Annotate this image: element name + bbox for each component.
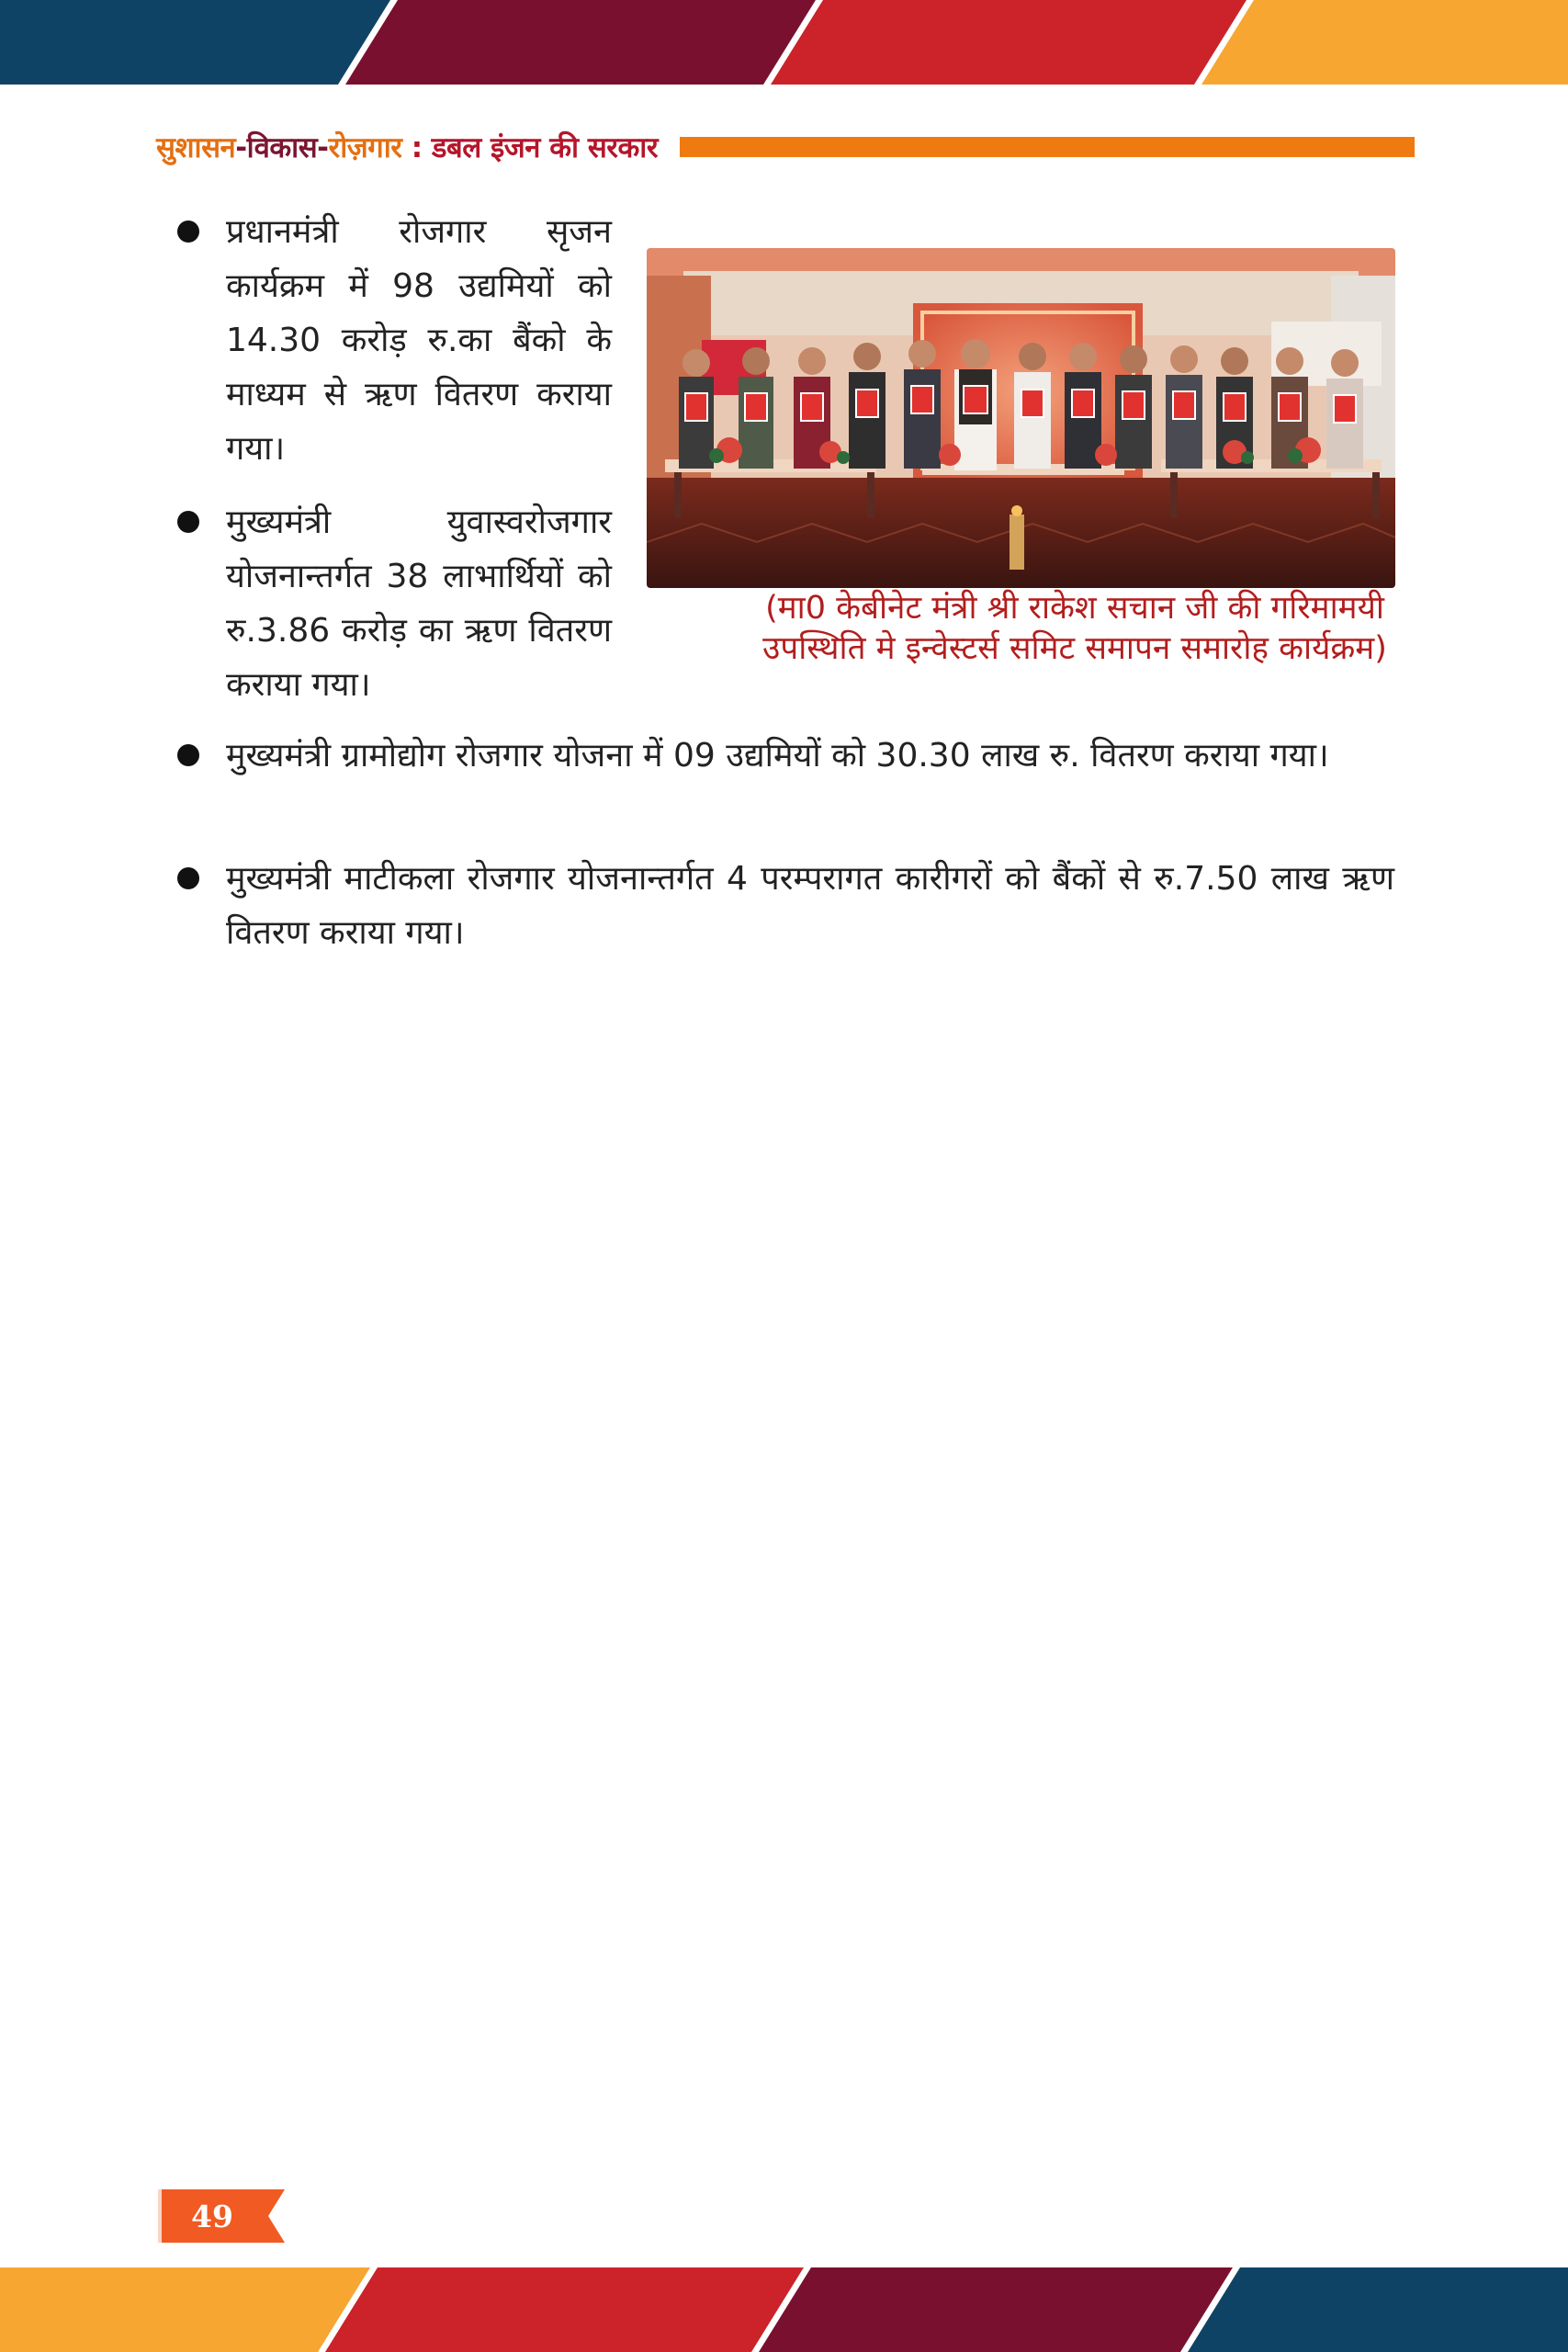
event-photo: [647, 248, 1395, 588]
header-title-part: :: [401, 131, 432, 164]
header-title-part: डबल इंजन की सरकार: [431, 131, 659, 164]
top-color-band: [0, 0, 1568, 85]
header-rule: [680, 137, 1415, 157]
header-title-part: -: [235, 131, 247, 164]
bullet-text-1: प्रधानमंत्री रोजगार सृजन कार्यक्रम में 98 उद्यमियों को 14.30 करोड़ रु.का बैंको के माध्यम से ऋण वितरण कराया गया।: [226, 213, 612, 468]
page-number-tab: [158, 2189, 287, 2243]
bullet-text-2: मुख्यमंत्री युवास्वरोजगार योजनान्तर्गत 38 लाभार्थियों को रु.3.86 करोड़ का ऋण वितरण कराया गया।: [226, 503, 612, 704]
running-header: [156, 127, 1415, 167]
bullet-dot: [177, 220, 199, 243]
header-title-part: रोज़गार: [328, 131, 402, 164]
header-title: [156, 128, 658, 166]
bullet-dot: [177, 511, 199, 533]
bullet-text-3: मुख्यमंत्री ग्रामोद्योग रोजगार योजना में 09 उद्यमियों को 30.30 लाख रु. वितरण कराया गया।: [226, 737, 1329, 775]
bullet-dot: [177, 867, 199, 889]
photo-caption: (मा0 केबीनेट मंत्री श्री राकेश सचान जी की गरिमामयी उपस्थिति मे इन्वेस्टर्स समिट समापन समारोह कार्यक्रम): [762, 590, 1387, 667]
header-title-part: विकास: [246, 131, 318, 164]
bullet-dot: [177, 744, 199, 766]
bottom-color-band: [0, 2267, 1568, 2352]
header-title-part: -: [317, 131, 329, 164]
bullet-text-4: मुख्यमंत्री माटीकला रोजगार योजनान्तर्गत 4 परम्परागत कारीगरों को बैंकों से रु.7.50 लाख ऋण वितरण कराया गया।: [226, 860, 1394, 952]
page-number: 49: [191, 2198, 233, 2234]
header-title-part: सुशासन: [156, 131, 236, 164]
